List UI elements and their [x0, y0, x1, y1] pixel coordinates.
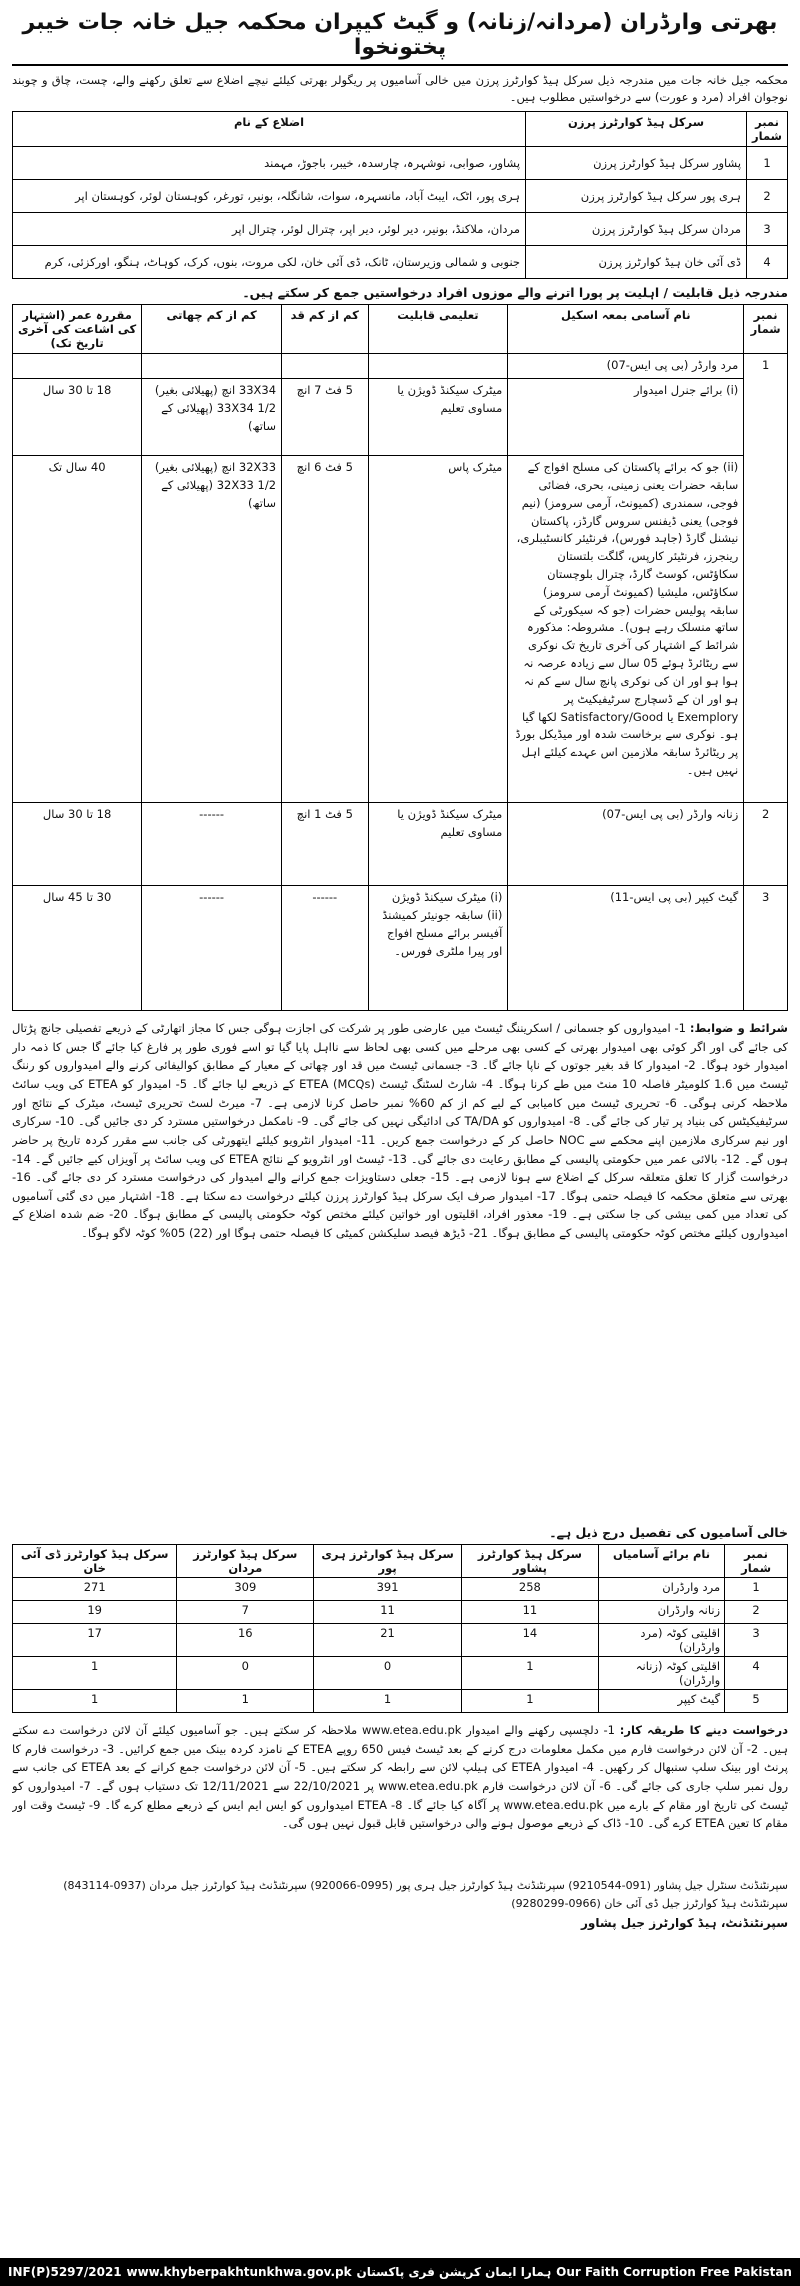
table-row — [13, 886, 788, 1011]
row-num: 2 — [744, 803, 788, 886]
row-height: 5 فٹ 7 انچ — [282, 379, 368, 456]
row-height: 5 فٹ 1 انچ — [282, 803, 368, 886]
row-num: 2 — [725, 1601, 788, 1624]
row-districts: پشاور، صوابی، نوشہرہ، چارسدہ، خیبر، باجوڑ، مہمند — [13, 147, 526, 180]
conditions-title: شرائط و ضوابط: — [689, 1021, 788, 1036]
row-height: ------ — [282, 886, 368, 1011]
row-haripur: 1 — [314, 1690, 462, 1713]
contact-line: سپرنٹنڈنٹ سنٹرل جیل پشاور (091-9210544) سپرنٹنڈنٹ ہیڈ کوارٹرز جیل ہری پور (0995-920066) سپرنٹنڈنٹ ہیڈ کوارٹرز جیل مردان (0937-843114) — [63, 1879, 788, 1893]
col-header-circle: سرکل ہیڈ کوارٹرز پرزن — [526, 112, 747, 147]
table-header-row — [13, 305, 788, 354]
row-num: 3 — [744, 886, 788, 1011]
table-row — [13, 180, 788, 213]
row-peshawar: 1 — [461, 1657, 598, 1690]
row-height: 5 فٹ 6 انچ — [282, 456, 368, 803]
row-circle: ڈی آئی خان ہیڈ کوارٹرز پرزن — [526, 246, 747, 279]
row-chest: ------ — [142, 886, 282, 1011]
row-peshawar: 258 — [461, 1578, 598, 1601]
circles-table — [12, 111, 788, 279]
slogan: Our Faith Corruption Free Pakistan — [556, 2265, 792, 2279]
row-post: مرد وارڈر (بی پی ایس-07) — [508, 354, 744, 379]
col-header-haripur: سرکل ہیڈ کوارٹرز ہری پور — [314, 1545, 462, 1578]
row-haripur: 11 — [314, 1601, 462, 1624]
col-header-peshawar: سرکل ہیڈ کوارٹرز پشاور — [461, 1545, 598, 1578]
row-post: زنانہ وارڈران — [598, 1601, 724, 1624]
vacancies-table — [12, 1544, 788, 1713]
table-row — [13, 246, 788, 279]
apply-text: 1- دلچسپی رکھنے والے امیدوار www.etea.edu.pk ملاحظہ کر سکتے ہیں۔ جو آسامیوں کیلئے آن لائن درخواست دے سکتے ہیں۔ 2- آن لائن درخواست فارم میں مکمل معلومات درج کرنے کے بعد ٹیسٹ فیس 650 روپے ETEA کے نامزد کردہ بینک میں جمع کرائیں۔ 3- درخواست فارم کا پرنٹ اور بینک سلپ سنبھال کر رکھیں۔ 4- امیدوار ETEA کی ہیلپ لائن سے رابطہ کر سکتے ہیں۔ 5- آن لائن درخواست جمع کرانے کے بعد ETEA کی جانب سے رول نمبر سلپ جاری کی جائے گی۔ 6- آن لائن درخواست فارم www.etea.edu.pk پر 22/10/2021 سے 12/11/2021 تک دستیاب ہوں گے۔ 7- امیدواروں کو ٹیسٹ کی تاریخ اور مقام کے بارے میں www.etea.edu.pk پر آگاہ کیا جائے گا۔ 8- ETEA امیدواروں کو ایس ایم ایس کے ذریعے مطلع کرے گا۔ 9- ٹیسٹ وقت اور مقام کا تعین ETEA کرے گی۔ 10- ڈاک کے ذریعے موصول ہونے والی درخواستیں قابل قبول نہیں ہوں گی۔ — [12, 1723, 788, 1831]
row-chest: 33X34 انچ (پھیلائی بغیر) 1/2 33X34 (پھیلائی کے ساتھ) — [142, 379, 282, 456]
row-num: 2 — [747, 180, 788, 213]
row-num: 4 — [725, 1657, 788, 1690]
contact-line: سپرنٹنڈنٹ ہیڈ کوارٹرز جیل ڈی آئی خان (0966-9280299) — [511, 1896, 788, 1910]
row-chest: 32X33 انچ (پھیلائی بغیر) 1/2 32X33 (پھیلائی کے ساتھ) — [142, 456, 282, 803]
vacancies-heading: خالی آسامیوں کی تفصیل درج ذیل ہے۔ — [549, 1525, 788, 1541]
col-header-chest: کم از کم چھاتی — [142, 305, 282, 354]
row-num: 3 — [747, 213, 788, 246]
row-dikhan: 1 — [13, 1690, 177, 1713]
criteria-heading: مندرجہ ذیل قابلیت / اہلیت پر پورا اترنے والے موزوں افراد درخواستیں جمع کر سکتے ہیں۔ — [242, 285, 788, 301]
col-header-num: نمبر شمار — [744, 305, 788, 354]
row-districts: جنوبی و شمالی وزیرستان، ٹانک، ڈی آئی خان، لکی مروت، بنوں، کرک، کوہاٹ، ہنگو، اورکزئی، کرم — [13, 246, 526, 279]
row-num: 5 — [725, 1690, 788, 1713]
inf-number: INF(P)5297/2021 — [8, 2265, 122, 2279]
col-header-age: مقررہ عمر (اشتہار کی اشاعت کی آخری تاریخ تک) — [13, 305, 142, 354]
col-header-num: نمبر شمار — [747, 112, 788, 147]
row-post: مرد وارڈران — [598, 1578, 724, 1601]
row-post: اقلیتی کوٹہ (مرد وارڈران) — [598, 1624, 724, 1657]
how-to-apply — [12, 1721, 788, 1871]
row-dikhan: 17 — [13, 1624, 177, 1657]
row-num: 3 — [725, 1624, 788, 1657]
row-peshawar: 14 — [461, 1624, 598, 1657]
table-header-row — [13, 1545, 788, 1578]
table-row — [13, 1601, 788, 1624]
row-chest: ------ — [142, 803, 282, 886]
col-header-districts: اضلاع کے نام — [13, 112, 526, 147]
table-row — [13, 803, 788, 886]
table-row — [13, 1690, 788, 1713]
row-education: میٹرک پاس — [368, 456, 508, 803]
apply-title: درخواست دینے کا طریقہ کار: — [619, 1723, 788, 1738]
row-post: اقلیتی کوٹہ (زنانہ وارڈران) — [598, 1657, 724, 1690]
row-education: میٹرک سیکنڈ ڈویژن یا مساوی تعلیم — [368, 379, 508, 456]
row-num: 1 — [744, 354, 788, 803]
criteria-table — [12, 304, 788, 1011]
col-header-post: نام برائے آسامیاں — [598, 1545, 724, 1578]
col-header-education: تعلیمی قابلیت — [368, 305, 508, 354]
terms-and-conditions — [12, 1019, 788, 1519]
table-row — [13, 147, 788, 180]
intro-paragraph: محکمہ جیل خانہ جات میں مندرجہ ذیل سرکل ہیڈ کوارٹرز پرزن میں خالی آسامیوں پر ریگولر بھرتی کیلئے نیچے اضلاع سے تعلق رکھنے والے، چست، چاق و چوبند نوجوان افراد (مرد و عورت) سے درخواستیں مطلوب ہیں۔ — [12, 73, 788, 104]
row-dikhan: 271 — [13, 1578, 177, 1601]
table-row — [13, 379, 788, 456]
row-haripur: 391 — [314, 1578, 462, 1601]
row-dikhan: 19 — [13, 1601, 177, 1624]
row-circle: مردان سرکل ہیڈ کوارٹرز پرزن — [526, 213, 747, 246]
row-age: 40 سال تک — [13, 456, 142, 803]
row-mardan: 309 — [177, 1578, 314, 1601]
row-mardan: 0 — [177, 1657, 314, 1690]
row-num: 1 — [725, 1578, 788, 1601]
row-age: 30 تا 45 سال — [13, 886, 142, 1011]
table-row — [13, 354, 788, 379]
row-age: 18 تا 30 سال — [13, 379, 142, 456]
row-districts: مردان، ملاکنڈ، بونیر، دیر لوئر، دیر اپر، چترال لوئر، چترال اپر — [13, 213, 526, 246]
contact-numbers — [12, 1877, 788, 1947]
table-row — [13, 1657, 788, 1690]
row-post-ex-servicemen — [508, 456, 744, 803]
row-circle: ہری پور سرکل ہیڈ کوارٹرز پرزن — [526, 180, 747, 213]
row-haripur: 0 — [314, 1657, 462, 1690]
page-title: بھرتی وارڈران (مردانہ/زنانہ) و گیٹ کیپران محکمہ جیل خانہ جات خیبر پختونخوا — [12, 10, 788, 66]
row-mardan: 7 — [177, 1601, 314, 1624]
row-haripur: 21 — [314, 1624, 462, 1657]
row-mardan: 1 — [177, 1690, 314, 1713]
ex-servicemen-text: (ii) جو کہ برائے پاکستان کی مسلح افواج کے سابقہ حضرات یعنی زمینی، بحری، فضائی فوجی، سمندری (کمیونٹ، آرمی سرومز) (نیم فوجی) یعنی ڈیفنس سروس گارڈز، پاکستان نیشنل گارڈ (جاہد فورس)، فرنٹیئر کانسٹیبلری، رینجرز، فرنٹیئر کارپس، گلگت بلتستان سکاؤٹس، کوسٹ گارڈ، چترال بلوچستان سکاؤٹس، ملیشیا (کمیونٹ آرمی سرومز) سابقہ پولیس حضرات (جو کہ سیکورٹی کے ساتھ منسلک رہے ہوں)۔ مشروطہ: مذکورہ شرائط کے اشتہار کی آخری تاریخ تک نوکری سے ریٹائرڈ ہوئے 05 سال سے زیادہ عرصہ نہ ہوا ہو اور ان کی نوکری پانچ سال سے کم نہ ہو اور ان کے ڈسچارج سرٹیفیکیٹ پر — [516, 460, 739, 706]
row-num: 1 — [747, 147, 788, 180]
website-link[interactable]: www.khyberpakhtunkhwa.gov.pk — [126, 2265, 352, 2279]
ex-servicemen-tail: لکھا گیا ہو۔ نوکری سے برخاست شدہ اور میڈیکل بورڈ پر ریٹائرڈ سابقہ ملازمین اس عہدے کیلئے اہل نہیں ہیں۔ — [515, 709, 739, 777]
row-education: (i) میٹرک سیکنڈ ڈویژن (ii) سابقہ جونیئر کمیشنڈ آفیسر برائے مسلح افواج اور پیرا ملٹری فورس۔ — [368, 886, 508, 1011]
table-header-row — [13, 112, 788, 147]
row-education: میٹرک سیکنڈ ڈویژن یا مساوی تعلیم — [368, 803, 508, 886]
slogan-urdu: ہمارا ایمان کرپشن فری پاکستان — [356, 2265, 552, 2279]
col-header-num: نمبر شمار — [725, 1545, 788, 1578]
conditions-text: 1- امیدواروں کو جسمانی / اسکریننگ ٹیسٹ میں عارضی طور پر شرکت کی اجازت ہوگی جس کا مجاز اتھارٹی کے ذریعے تفصیلی جانچ پڑتال کی جائے گی اور اگر کوئی بھی امیدوار بھرتی کے کسی بھی مرحلے میں کسی بھی لحاظ سے نااہل پایا گیا تو اسے فوری طور پر فارغ کیا جائے گا جس کا ذمہ دار امیدوار خود ہوگا۔ 2- امیدوار کا قد بغیر جوتوں کے ناپا جائے گا۔ 3- جسمانی ٹیسٹ میں قد اور چھاتی کے معیار کے مطابق کوالیفائی کرنے والے امیدواروں کو رننگ ٹیسٹ میں 1.6 کلومیٹر فاصلہ 10 منٹ میں طے کرنا ہوگا۔ 4- شارٹ لسٹنگ ٹیسٹ (MCQs) ETEA کے ذریعے لیا جائے گا۔ 5- امیدوار کو ETEA کی ویب سائٹ ملاحظہ کرنی ہوگی۔ 6- تحریری ٹیسٹ میں کامیابی کے لیے کم از کم 60% نمبر حاصل کرنا لازمی ہے۔ 7- میرٹ لسٹ تحریری ٹیسٹ، میٹرک کے نتائج اور سرٹیفیکیٹس کی بنیاد پر تیار کی جائے گی۔ 8- امیدواروں کو TA/DA کی ادائیگی نہیں کی جائے گی۔ 9- نامکمل درخواستیں مسترد کر دی جائیں گی۔ 10- سرکاری اور نیم سرکاری ملازمین اپنے محکمے سے NOC حاصل کر کے درخواست جمع کریں۔ 11- امیدوار انٹرویو کیلئے ایتھورٹی کی جانب سے مقرر کردہ تاریخ پر حاضر ہوں گے۔ 12- بالائی عمر میں حکومتی پالیسی کے مطابق رعایت دی جائے گی۔ 13- ٹیسٹ اور انٹرویو کے نتائج ETEA کی ویب سائٹ پر آویزاں کیے جائیں گے۔ 14- درخواست گزار کا تعلق متعلقہ سرکل کے اضلاع سے ہونا لازمی ہے۔ 15- جعلی دستاویزات جمع کرانے والے امیدوار کی درخواست مسترد کر دی جائے گی۔ 16- بھرتی سے متعلق محکمہ کا فیصلہ حتمی ہوگا۔ 17- امیدوار صرف ایک سرکل ہیڈ کوارٹرز پرزن کیلئے درخواست دے سکتا ہے۔ 18- اشتہار میں دی گئی آسامیوں کی تعداد میں کمی بیشی کی جا سکتی ہے۔ 19- معذور افراد، اقلیتوں اور خواتین کیلئے مختص کوٹہ حکومتی پالیسی کے مطابق ہوگا۔ 20- ضم شدہ اضلاع کے امیدواروں کیلئے مختص کوٹہ حکومتی پالیسی کے مطابق ہوگا۔ 21- ڈیڑھ فیصد سلیکشن کمیٹی کا فیصلہ حتمی ہوگا اور (22) 05% کوٹہ لاگو ہوگا۔ — [12, 1021, 788, 1241]
table-row — [13, 1578, 788, 1601]
row-districts: ہری پور، اٹک، ایبٹ آباد، مانسہرہ، سوات، شانگلہ، بونیر، تورغر، کوہستان لوئر، کوہستان اپر — [13, 180, 526, 213]
row-post: (i) برائے جنرل امیدوار — [508, 379, 744, 456]
row-post: زنانہ وارڈر (بی پی ایس-07) — [508, 803, 744, 886]
row-peshawar: 1 — [461, 1690, 598, 1713]
row-peshawar: 11 — [461, 1601, 598, 1624]
row-post: گیٹ کیپر — [598, 1690, 724, 1713]
discharge-certificate-grades: Satisfactory/Good یا Exemplory — [560, 709, 739, 724]
row-dikhan: 1 — [13, 1657, 177, 1690]
col-header-post: نام آسامی بمعہ اسکیل — [508, 305, 744, 354]
row-mardan: 16 — [177, 1624, 314, 1657]
col-header-dikhan: سرکل ہیڈ کوارٹرز ڈی آئی خان — [13, 1545, 177, 1578]
row-post: گیٹ کیپر (بی پی ایس-11) — [508, 886, 744, 1011]
footer-bar — [0, 2258, 800, 2286]
table-row — [13, 456, 788, 803]
col-header-height: کم از کم قد — [282, 305, 368, 354]
row-num: 4 — [747, 246, 788, 279]
signature: سپرنٹنڈنٹ، ہیڈ کوارٹرز جیل پشاور — [581, 1916, 788, 1931]
col-header-mardan: سرکل ہیڈ کوارٹرز مردان — [177, 1545, 314, 1578]
table-row — [13, 1624, 788, 1657]
row-age: 18 تا 30 سال — [13, 803, 142, 886]
row-circle: پشاور سرکل ہیڈ کوارٹرز پرزن — [526, 147, 747, 180]
table-row — [13, 213, 788, 246]
